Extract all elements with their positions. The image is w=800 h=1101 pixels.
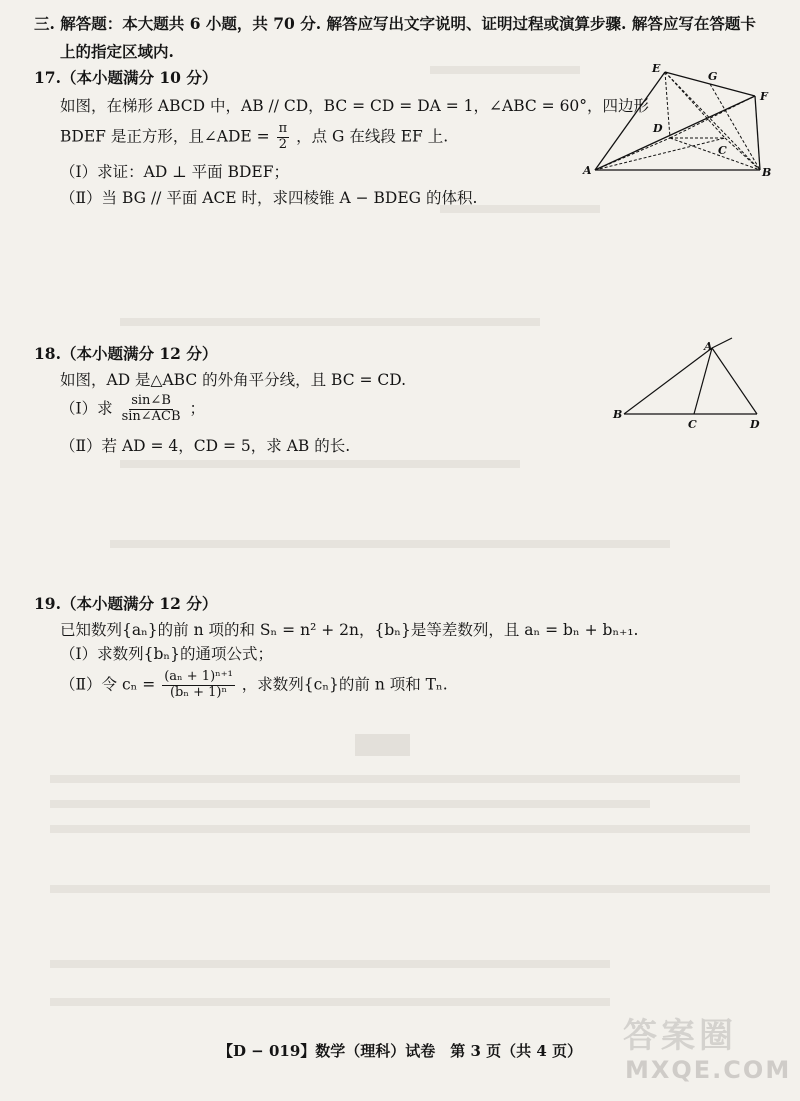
q18-part1-a: （Ⅰ）求 (60, 399, 113, 418)
label-d: D (750, 418, 760, 431)
line-ba (624, 348, 712, 414)
q19-frac-num: (aₙ + 1)ⁿ⁺¹ (164, 669, 233, 684)
label-e: E (652, 62, 661, 75)
line-ad (712, 348, 757, 414)
label-d: D (653, 122, 663, 135)
edge-eb (665, 72, 760, 170)
q19-part1: （Ⅰ）求数列{bₙ}的通项公式； (60, 645, 273, 663)
line-ac (694, 348, 712, 414)
edge-fb (755, 96, 760, 170)
edge-af (595, 96, 755, 170)
q17-line2 (60, 122, 448, 153)
line-extension (712, 338, 732, 348)
watermark-logo (615, 1008, 792, 1094)
q18-number: 18.（本小题满分 12 分） (34, 344, 218, 363)
q17-part2: （Ⅱ）当 BG // 平面 ACE 时，求四棱锥 A − BDEG 的体积. (60, 189, 478, 207)
label-b: B (762, 166, 772, 179)
q18-part2: （Ⅱ）若 AD = 4，CD = 5，求 AB 的长. (60, 437, 351, 455)
q17-number: 17.（本小题满分 10 分） (34, 68, 218, 87)
q19-number: 19.（本小题满分 12 分） (34, 594, 218, 613)
q19-line1: 已知数列{aₙ}的前 n 项的和 Sₙ = n² + 2n，{bₙ}是等差数列，且 aₙ = bₙ + bₙ₊₁. (60, 621, 639, 639)
q18-part1-b: ； (189, 399, 205, 418)
label-c: C (718, 144, 727, 157)
edge-ed (665, 72, 670, 138)
q19-part2-b: ，求数列{cₙ}的前 n 项和 Tₙ. (241, 675, 448, 694)
label-a: A (583, 164, 592, 177)
q17-line1: 如图，在梯形 ABCD 中，AB // CD，BC = CD = DA = 1，∠ABC = 60°，四边形 (60, 97, 650, 115)
edge-cb (725, 138, 760, 170)
label-c: C (688, 418, 697, 431)
q17-part1: （Ⅰ）求证：AD ⊥ 平面 BDEF； (60, 163, 289, 181)
q17-figure (580, 58, 780, 188)
q17-line2-a: BDEF 是正方形，且∠ADE = (60, 127, 270, 146)
q17-line2-b: ，点 G 在线段 EF 上. (296, 127, 449, 146)
q17-frac-den: 2 (278, 136, 287, 152)
q18-frac-den: sin∠ACB (121, 408, 181, 424)
edge-db (670, 138, 760, 170)
section-header-line2: 上的指定区域内. (60, 42, 174, 61)
edge-df (670, 96, 755, 138)
watermark-text-cn: 答案圈 (623, 1016, 737, 1056)
label-a: A (704, 340, 713, 353)
section-header-line1: 三. 解答题：本大题共 6 小题，共 70 分. 解答应写出文字说明、证明过程或演算步骤. 解答应写在答题卡 (34, 14, 756, 33)
label-g: G (708, 70, 718, 83)
q18-part1 (60, 394, 205, 425)
q19-part2-a: （Ⅱ）令 cₙ = (60, 675, 156, 694)
label-f: F (760, 90, 768, 103)
q18-line1: 如图，AD 是△ABC 的外角平分线，且 BC = CD. (60, 371, 407, 389)
page-footer: 【D − 019】数学（理科）试卷 第 3 页（共 4 页） (217, 1042, 583, 1060)
q17-frac-num: π (278, 121, 288, 136)
watermark-text-url: MXQE.COM (625, 1056, 792, 1084)
q18-frac-num: sin∠B (131, 393, 171, 408)
q18-figure (612, 336, 777, 431)
q17-fraction (277, 122, 290, 153)
q18-fraction (120, 394, 183, 425)
label-b: B (613, 408, 623, 421)
q19-part2 (60, 670, 448, 701)
q19-frac-den: (bₙ + 1)ⁿ (169, 684, 228, 700)
q19-fraction (162, 670, 235, 701)
